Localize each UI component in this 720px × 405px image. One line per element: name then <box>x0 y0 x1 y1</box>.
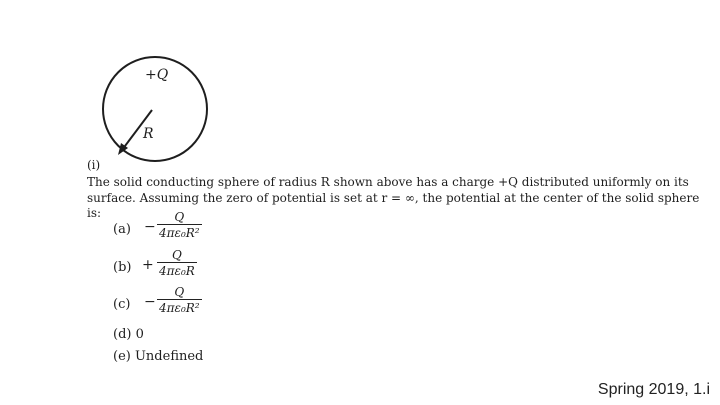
question-line-2: surface. Assuming the zero of potential is set at r = ∞, the potential at the center of the solid sphere <box>87 191 700 205</box>
option-b-fraction <box>157 248 197 278</box>
question-number: (i) <box>87 158 101 172</box>
option-b-sign: + <box>142 257 154 273</box>
option-a-fraction <box>157 210 202 240</box>
option-a-label: (a) <box>113 222 131 237</box>
option-c-sign: − <box>144 294 156 310</box>
option-c-label: (c) <box>113 297 131 312</box>
option-b-label: (b) <box>113 260 132 275</box>
option-a-sign: − <box>144 219 156 235</box>
sphere-figure <box>96 56 216 166</box>
option-d: (d) 0 <box>113 327 144 342</box>
option-b-denominator: 4πε₀R <box>159 264 195 278</box>
option-e: (e) Undefined <box>113 349 204 364</box>
question-line-1: The solid conducting sphere of radius R shown above has a charge +Q distributed uniformly on its <box>87 175 689 189</box>
option-c-denominator: 4πε₀R² <box>159 301 200 315</box>
radius-label: R <box>143 126 154 142</box>
option-a-numerator: Q <box>174 210 185 224</box>
option-b-numerator: Q <box>171 248 182 262</box>
question-line-3: is: <box>87 206 102 220</box>
option-c-fraction <box>157 285 202 315</box>
slide-footer: Spring 2019, 1.i <box>597 381 710 398</box>
charge-label: +Q <box>145 67 169 83</box>
option-a-denominator: 4πε₀R² <box>159 226 200 240</box>
option-c-numerator: Q <box>174 285 185 299</box>
